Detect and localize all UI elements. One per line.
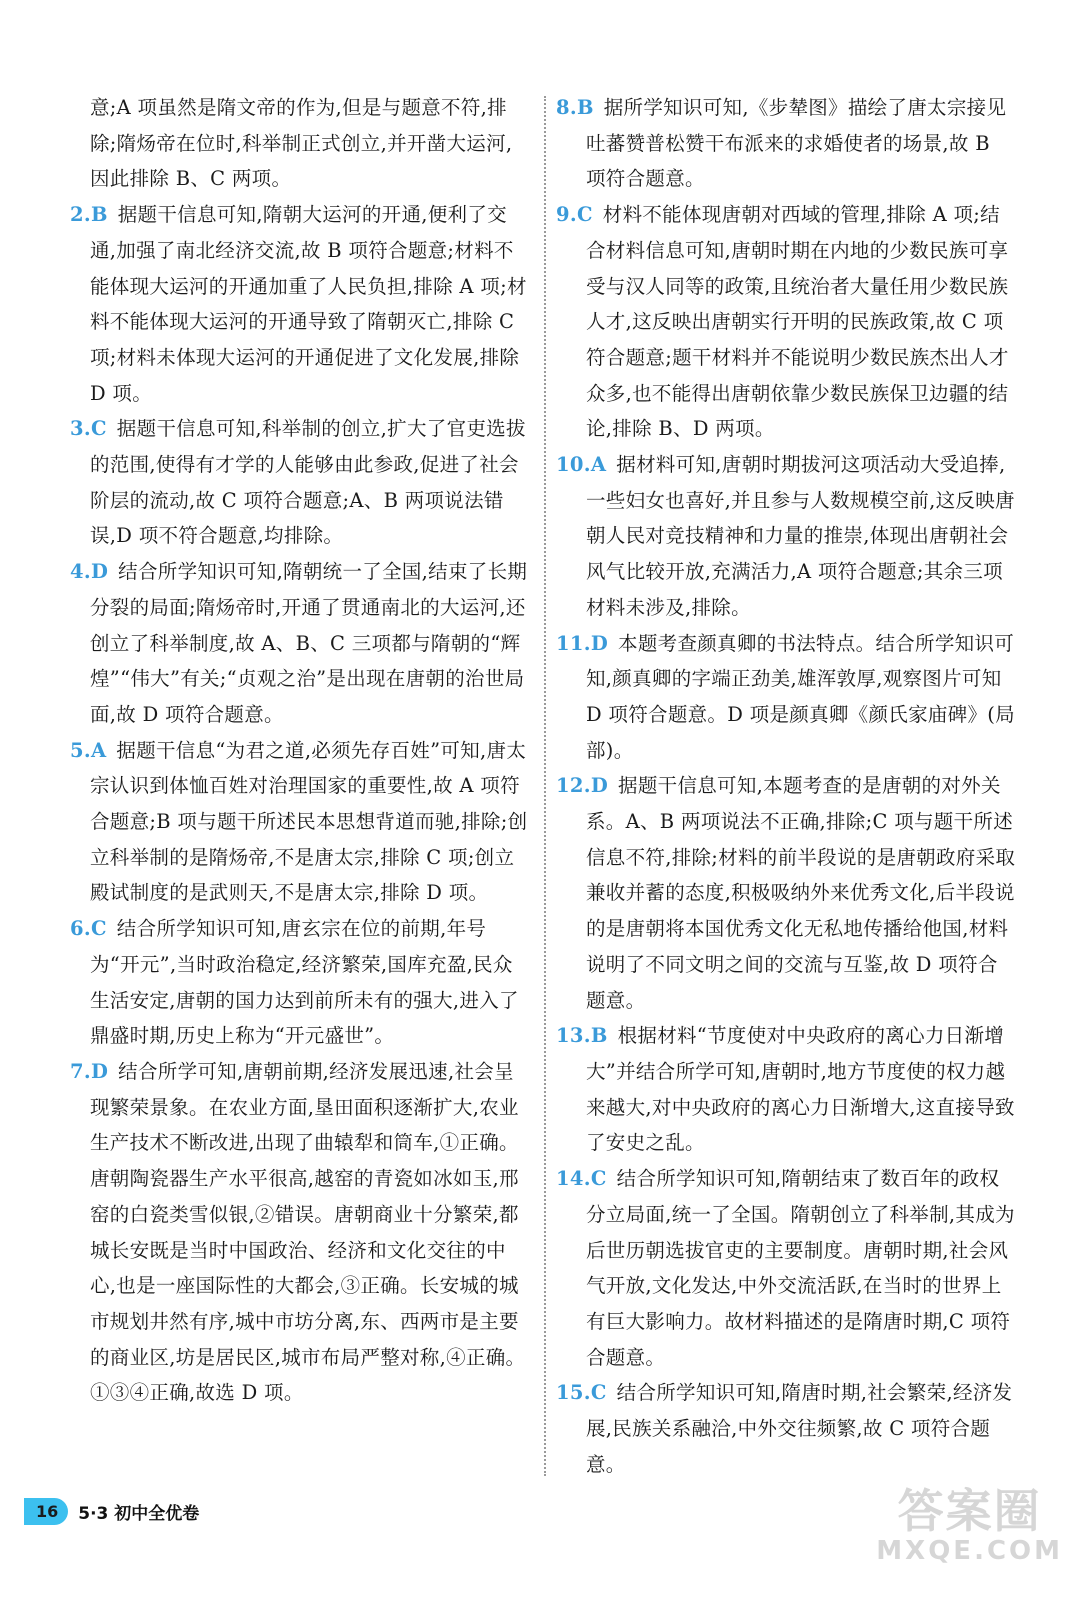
answer-number: 5.A	[70, 738, 107, 762]
answer-text: 结合所学知识可知,唐玄宗在位的前期,年号为“开元”,当时政治稳定,经济繁荣,国库充盈,民众生活安定,唐朝的国力达到前所未有的强大,进入了鼎盛时期,历史上称为“开元盛世”。	[90, 917, 519, 1048]
answer-number: 4.D	[70, 560, 109, 584]
answer-number: 2.B	[70, 203, 108, 227]
answer-entry	[70, 554, 530, 733]
page-number: 16	[24, 1498, 68, 1525]
answer-number: 3.C	[70, 417, 107, 441]
answer-number: 12.D	[556, 774, 609, 798]
answer-number: 9.C	[556, 203, 593, 227]
answer-number: 15.C	[556, 1381, 607, 1405]
answer-text: 据题干信息可知,隋朝大运河的开通,便利了交通,加强了南北经济交流,故 B 项符合题意;材料不能体现大运河的开通加重了人民负担,排除 A 项;材料不能体现大运河的开通导致了隋朝灭亡,排除 C 项;材料未体现大运河的开通促进了文化发展,排除 D 项。	[90, 203, 527, 405]
answer-text: 据题干信息可知,本题考查的是唐朝的对外关系。A、B 两项说法不正确,排除;C 项与题干所述信息不符,排除;材料的前半段说的是唐朝政府采取兼收并蓄的态度,积极吸纳外来优秀文化,后半段说的是唐朝将本国优秀文化无私地传播给他国,材料说明了不同文明之间的交流与互鉴,故 D 项符合题意。	[586, 774, 1016, 1012]
site-watermark	[876, 1484, 1063, 1566]
answer-entry	[556, 1161, 1016, 1375]
answer-entry	[556, 1375, 1016, 1482]
answer-entry	[556, 447, 1016, 626]
answer-entry	[70, 733, 530, 912]
answer-text: 结合所学知识可知,隋朝统一了全国,结束了长期分裂的局面;隋炀帝时,开通了贯通南北的大运河,还创立了科举制度,故 A、B、C 三项都与隋朝的“辉煌”“伟大”有关;“贞观之治”是出现在唐朝的治世局面,故 D 项符合题意。	[90, 560, 528, 726]
answer-entry	[70, 411, 530, 554]
book-title: 5·3 初中全优卷	[78, 1503, 200, 1524]
answer-text: 据题干信息“为君之道,必须先存百姓”可知,唐太宗认识到体恤百姓对治理国家的重要性,故 A 项符合题意;B 项与题干所述民本思想背道而驰,排除;创立科举制的是隋炀帝,不是唐太宗,排除 C 项;创立殿试制度的是武则天,不是唐太宗,排除 D 项。	[90, 738, 528, 905]
answer-entry-continued	[70, 90, 530, 197]
watermark-url: MXQE.COM	[876, 1536, 1063, 1566]
answer-number: 11.D	[556, 631, 609, 655]
answer-text: 根据材料“节度使对中央政府的离心力日渐增大”并结合所学可知,唐朝时,地方节度使的权力越来越大,对中央政府的离心力日渐增大,这直接导致了安史之乱。	[586, 1024, 1015, 1155]
answer-number: 14.C	[556, 1167, 607, 1191]
left-column	[70, 90, 530, 1411]
answer-number: 13.B	[556, 1024, 608, 1048]
answer-text: 材料不能体现唐朝对西域的管理,排除 A 项;结合材料信息可知,唐朝时期在内地的少数民族可享受与汉人同等的政策,且统治者大量任用少数民族人才,这反映出唐朝实行开明的民族政策,故 C 项符合题意;题干材料并不能说明少数民族杰出人才众多,也不能得出唐朝依靠少数民族保卫边疆的结论,排除 B、D 两项。	[586, 203, 1009, 441]
answer-text: 据题干信息可知,科举制的创立,扩大了官吏选拔的范围,使得有才学的人能够由此参政,促进了社会阶层的流动,故 C 项符合题意;A、B 两项说法错误,D 项不符合题意,均排除。	[90, 417, 526, 548]
answer-text: 意;A 项虽然是隋文帝的作为,但是与题意不符,排除;隋炀帝在位时,科举制正式创立,并开凿大运河,因此排除 B、C 两项。	[90, 96, 513, 191]
watermark-logo-text: 答案圈	[897, 1484, 1042, 1538]
answer-entry	[70, 911, 530, 1054]
column-divider	[544, 96, 546, 1476]
answer-entry	[556, 768, 1016, 1018]
answer-text: 结合所学知识可知,隋朝结束了数百年的政权分立局面,统一了全国。隋朝创立了科举制,其成为后世历朝选拔官吏的主要制度。唐朝时期,社会风气开放,文化发达,中外交流活跃,在当时的世界上有巨大影响力。故材料描述的是隋唐时期,C 项符合题意。	[586, 1167, 1015, 1369]
right-column	[556, 90, 1016, 1482]
answer-number: 10.A	[556, 453, 607, 477]
answer-entry	[556, 197, 1016, 447]
answer-entry	[556, 1018, 1016, 1161]
answer-text: 本题考查颜真卿的书法特点。结合所学知识可知,颜真卿的字端正劲美,雄浑敦厚,观察图片可知 D 项符合题意。D 项是颜真卿《颜氏家庙碑》(局部)。	[586, 631, 1015, 762]
answer-number: 8.B	[556, 96, 594, 119]
answer-text: 结合所学可知,唐朝前期,经济发展迅速,社会呈现繁荣景象。在农业方面,垦田面积逐渐扩大,农业生产技术不断改进,出现了曲辕犁和筒车,①正确。唐朝陶瓷器生产水平很高,越窑的青瓷如冰如玉,邢窑的白瓷类雪似银,②错误。唐朝商业十分繁荣,都城长安既是当时中国政治、经济和文化交往的中心,也是一座国际性的大都会,③正确。长安城的城市规划井然有序,城中市坊分离,东、西两市是主要的商业区,坊是居民区,城市布局严整对称,④正确。①③④正确,故选 D 项。	[90, 1059, 526, 1405]
answer-text: 据材料可知,唐朝时期拔河这项活动大受追捧,一些妇女也喜好,并且参与人数规模空前,这反映唐朝人民对竞技精神和力量的推崇,体现出唐朝社会风气比较开放,充满活力,A 项符合题意;其余三项材料未涉及,排除。	[586, 453, 1015, 619]
answer-number: 7.D	[70, 1059, 109, 1083]
answer-text: 结合所学知识可知,隋唐时期,社会繁荣,经济发展,民族关系融洽,中外交往频繁,故 C 项符合题意。	[586, 1381, 1013, 1476]
page-footer	[24, 1496, 199, 1526]
answer-text: 据所学知识可知,《步辇图》描绘了唐太宗接见吐蕃赞普松赞干布派来的求婚使者的场景,故 B 项符合题意。	[586, 96, 1007, 191]
answer-entry	[70, 1054, 530, 1411]
answer-number: 6.C	[70, 917, 107, 941]
answer-entry	[556, 90, 1016, 197]
answer-entry	[70, 197, 530, 411]
answer-entry	[556, 626, 1016, 769]
